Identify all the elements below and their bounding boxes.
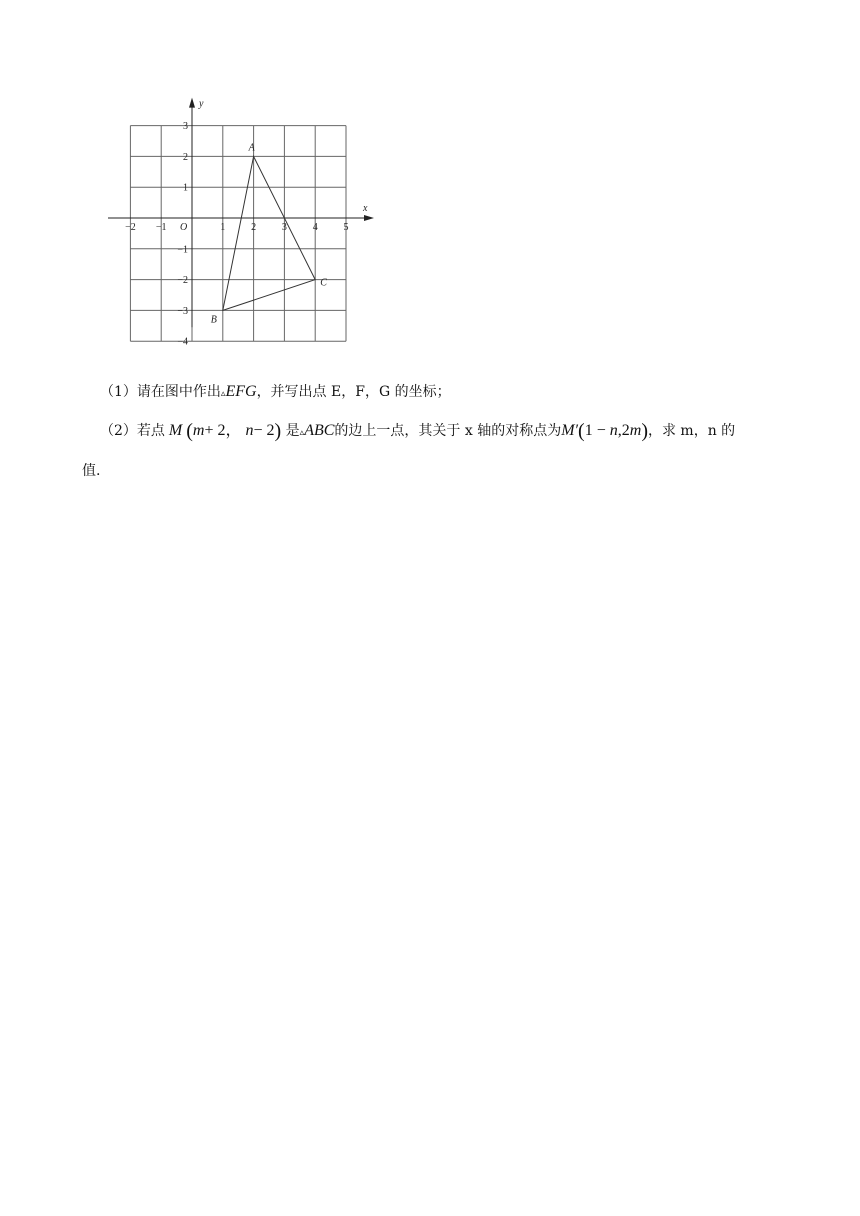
y-tick-label: 1	[183, 182, 188, 194]
y-tick-label: 2	[183, 151, 188, 163]
q2-mid: 是	[285, 423, 300, 439]
q2-comma2m: ,2	[617, 422, 630, 439]
q2-m2: m	[629, 422, 642, 439]
triangle-abc	[223, 156, 315, 310]
x-tick-label: 1	[220, 222, 226, 233]
q2-Mprime: M′	[561, 422, 579, 439]
question-1	[100, 382, 451, 403]
x-tick-label: −1	[155, 222, 167, 233]
close-paren: )	[274, 420, 282, 442]
q2-minus2: − 2	[253, 422, 275, 439]
q2-plus2: + 2，	[204, 422, 242, 439]
x-axis-label: x	[363, 203, 368, 214]
y-tick-label: −4	[177, 336, 188, 348]
point-label-a: A	[248, 142, 255, 154]
q2-m: m	[192, 422, 205, 439]
question-2	[100, 421, 735, 442]
y-axis-arrow	[189, 98, 195, 108]
y-tick-label: −1	[177, 244, 188, 256]
q1-prefix: （1）请在图中作出	[100, 384, 221, 400]
y-tick-label: −2	[177, 275, 188, 287]
q2-one-minus: 1 −	[584, 422, 610, 439]
y-axis-label: y	[199, 98, 204, 110]
x-tick-label: 2	[251, 222, 257, 233]
q2-prefix: （2）若点	[100, 423, 165, 439]
open-paren-2: (	[578, 420, 585, 442]
close-paren-2: )	[641, 420, 648, 442]
q1-triangle: EFG	[225, 383, 257, 400]
y-tick-label: −3	[177, 305, 188, 317]
x-tick-label: −2	[125, 222, 136, 233]
point-label-b: B	[210, 314, 217, 326]
q2-n2: n	[609, 422, 618, 439]
point-label-c: C	[320, 277, 327, 289]
axes	[108, 98, 374, 328]
point-labels	[211, 142, 327, 325]
q1-suffix: ，并写出点 E，F，G 的坐标；	[256, 384, 451, 400]
x-axis-arrow	[364, 215, 374, 221]
triangle-symbol: ▵	[220, 388, 226, 398]
q2-mid2: 的边上一点，其关于 x 轴的对称点为	[334, 423, 562, 439]
question-2-cont	[82, 461, 100, 481]
q2-suffix: ，求 m，n 的	[647, 423, 736, 439]
origin-label: O	[180, 222, 188, 233]
q2-triangle: ABC	[304, 422, 335, 439]
q2-cont: 值.	[82, 463, 101, 479]
y-tick-label: 3	[183, 121, 188, 133]
open-paren: (	[186, 420, 193, 442]
coordinate-figure	[100, 95, 390, 365]
q2-M: M	[168, 422, 183, 439]
q2-n: n	[245, 422, 254, 439]
x-tick-label: 4	[312, 222, 318, 233]
x-tick-label: 5	[343, 222, 349, 233]
triangle-symbol-2: ▵	[299, 427, 305, 437]
x-tick-label: 3	[281, 222, 287, 233]
